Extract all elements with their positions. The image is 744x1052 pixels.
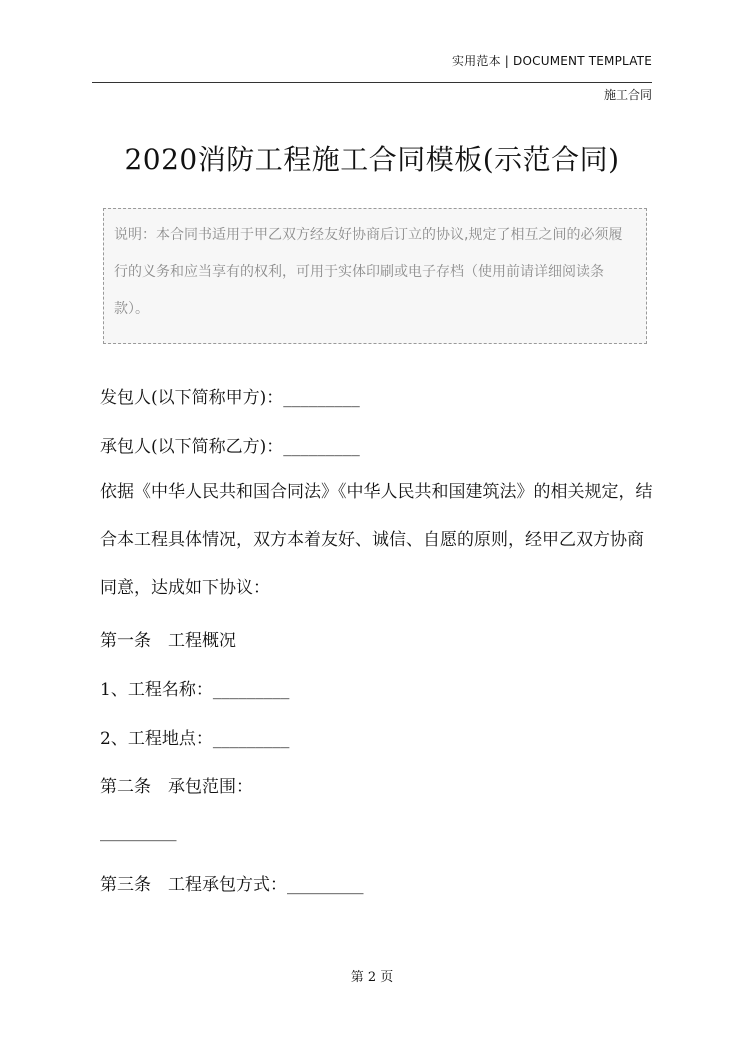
party-b-line: 承包人(以下简称乙方)：_________	[100, 437, 360, 457]
project-name-line: 1、工程名称：_________	[100, 680, 290, 700]
header-template-label: 实用范本 | DOCUMENT TEMPLATE	[451, 54, 652, 68]
intro-paragraph: 依据《中华人民共和国合同法》《中华人民共和国建筑法》的相关规定，结合本工程具体情况，双方本着友好、诚信、自愿的原则，经甲乙双方协商同意，达成如下协议：	[100, 482, 653, 598]
document-title: 2020消防工程施工合同模板(示范合同)	[124, 143, 620, 176]
article-1-heading: 第一条 工程概况	[100, 631, 236, 651]
scope-blank-line: _________	[100, 822, 177, 842]
note-box	[103, 208, 647, 344]
article-2-heading: 第二条 承包范围：	[100, 777, 253, 797]
note-text: 说明：本合同书适用于甲乙双方经友好协商后订立的协议,规定了相互之间的必须履行的义务和应当享有的权利，可用于实体印刷或电子存档（使用前请详细阅读条款）。	[114, 227, 623, 317]
header-rule	[92, 82, 652, 83]
party-a-line: 发包人(以下简称甲方)：_________	[100, 388, 360, 408]
page-number: 第 2 页	[350, 970, 394, 985]
article-3-heading: 第三条 工程承包方式：_________	[100, 875, 364, 895]
project-location-line: 2、工程地点：_________	[100, 729, 290, 749]
header-category: 施工合同	[603, 88, 652, 102]
